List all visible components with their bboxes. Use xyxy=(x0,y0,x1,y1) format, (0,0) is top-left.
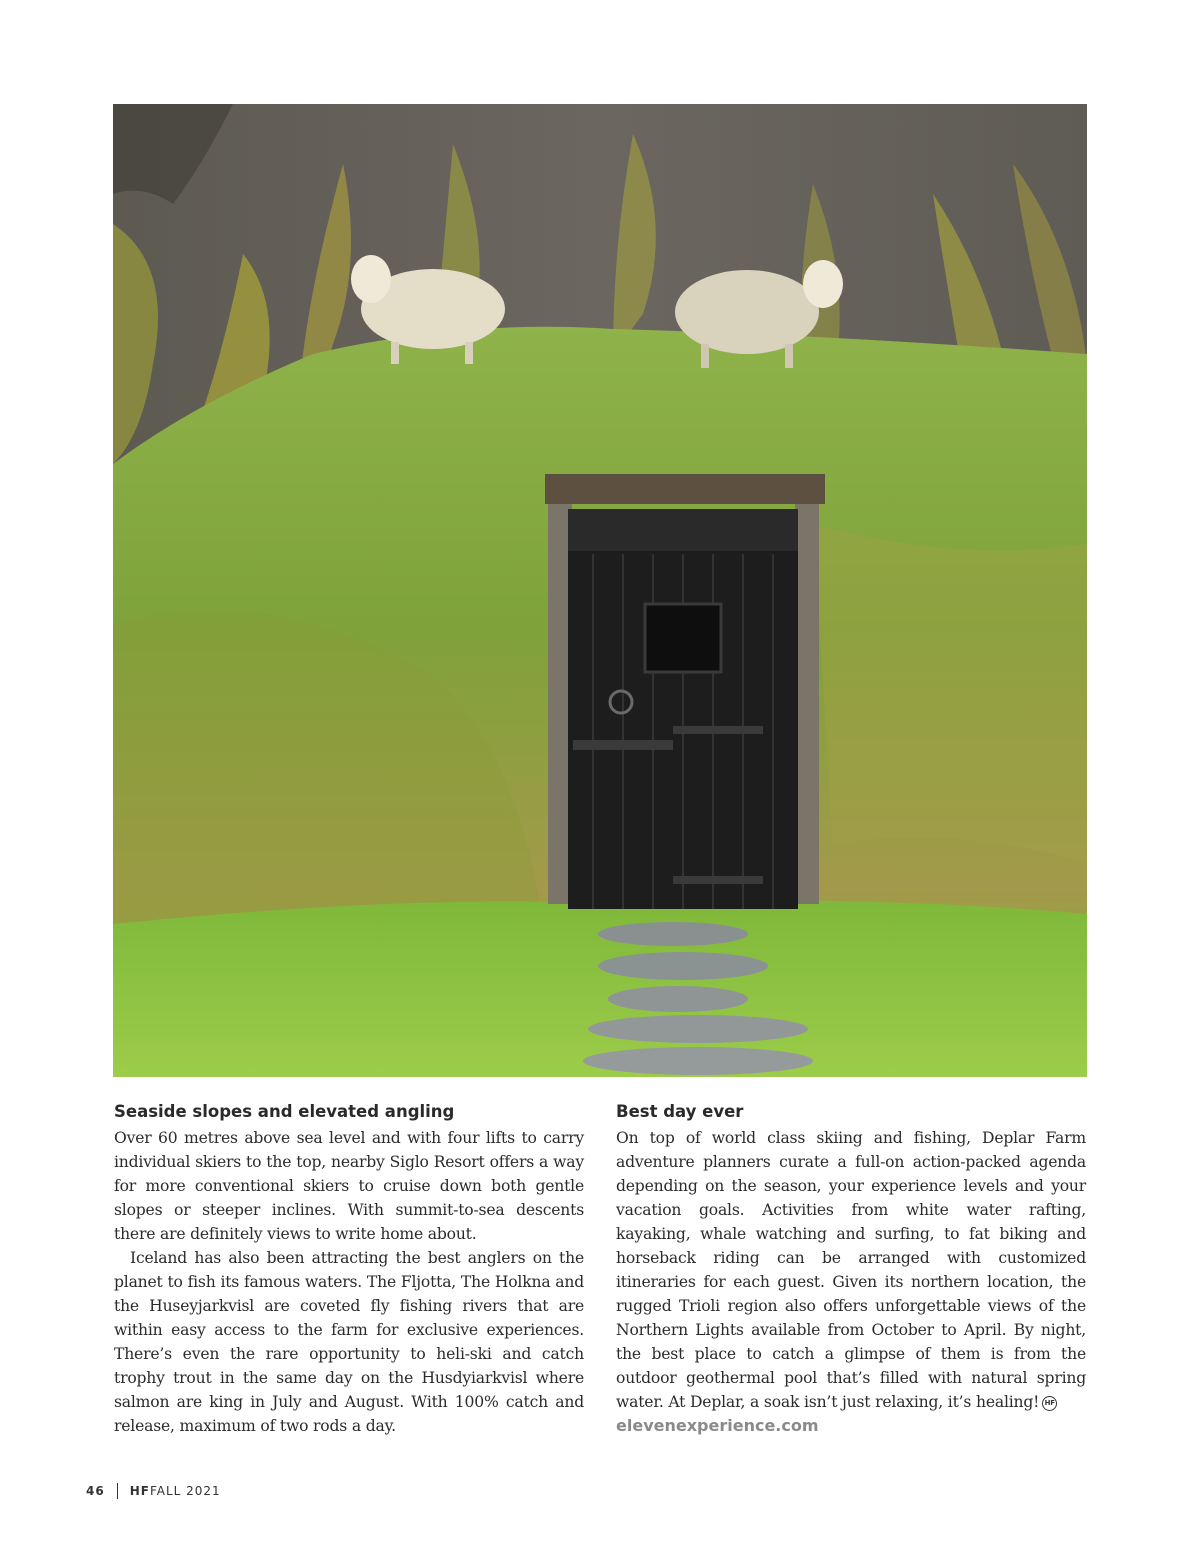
end-mark-icon: HF xyxy=(1042,1396,1057,1411)
paragraph-activities-text: On top of world class skiing and fishing, Deplar Farm adventure planners curate a full-on action-packed agenda depending on the season, your experience levels and your vacation goals. Activities from white water rafting, kayaking, whale watching and surfing, to fat biking and horseback riding can be arranged with customized itineraries for each guest. Given its northern location, the rugged Trioli region also offers unforgettable views of the Northern Lights available from October to April. By night, the best place to catch a glimpse of them is from the outdoor geothermal pool that’s filled with natural spring water. At Deplar, a soak isn’t just relaxing, it’s healing! xyxy=(616,1129,1086,1411)
section-heading-seaside: Seaside slopes and elevated angling xyxy=(114,1102,455,1121)
paragraph-activities xyxy=(616,1126,1086,1414)
hero-photo xyxy=(113,104,1087,1077)
footer-issue: FALL 2021 xyxy=(149,1484,221,1498)
paragraph-angling: Iceland has also been attracting the best anglers on the planet to fish its famous waters. The Fljotta, The Holkna and the Huseyjarkvisl are coveted fly fishing rivers that are within easy access to the farm for exclusive experiences. There’s even the rare opportunity to heli-ski and catch trophy trout in the same day on the Husdyiarkvisl where salmon are king in July and August. With 100% catch and release, maximum of two rods a day. xyxy=(114,1249,584,1435)
section-heading-best-day: Best day ever xyxy=(616,1102,744,1121)
footer-divider xyxy=(117,1483,118,1499)
paragraph-skiing: Over 60 metres above sea level and with four lifts to carry individual skiers to the top, nearby Siglo Resort offers a way for more conventional skiers to cruise down both gentle slopes or steeper inclines. With summit-to-sea descents there are definitely views to write home about. xyxy=(114,1129,584,1243)
page-footer xyxy=(86,1483,221,1499)
page-number: 46 xyxy=(86,1484,105,1498)
right-column xyxy=(616,1100,1086,1438)
website-link[interactable]: elevenexperience.com xyxy=(616,1416,819,1435)
left-column xyxy=(114,1100,584,1438)
footer-brand: HF xyxy=(129,1484,150,1498)
